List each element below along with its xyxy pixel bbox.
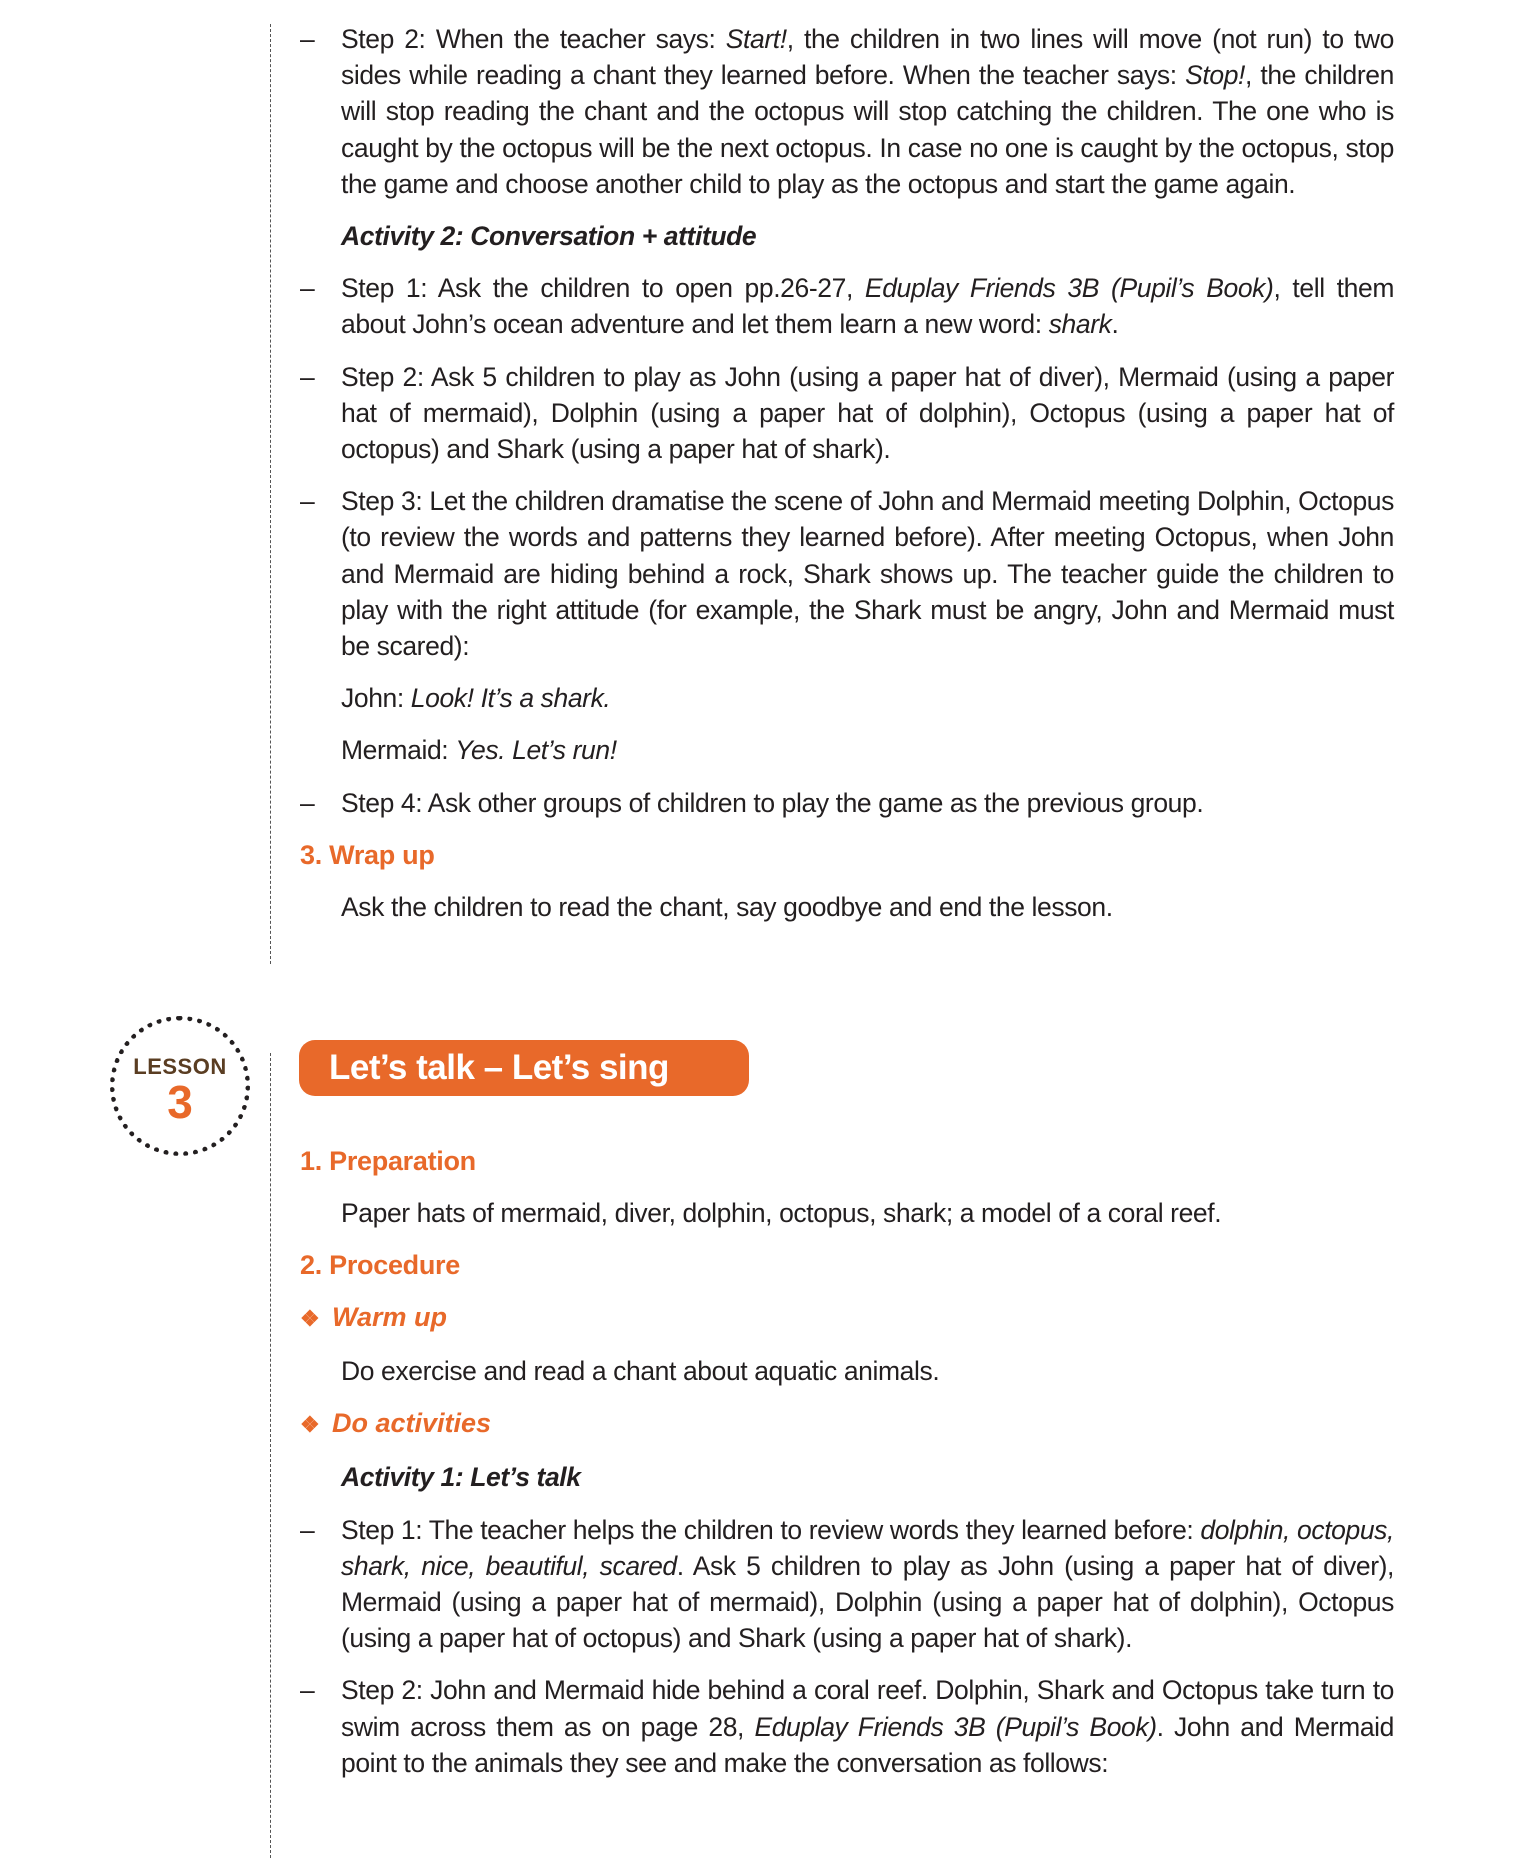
- italic-text: Yes. Let’s run!: [455, 735, 617, 766]
- diamond-bullet-icon: ❖: [300, 1306, 320, 1332]
- text: , the children will stop reading the chant and the octopus will stop catching the children. The one who is caught by the octopus will be the next octopus. In case no one is caught by the octopus, stop the game and choose another child to play as the octopus and start the game again.: [341, 60, 1394, 199]
- text: Warm up: [332, 1302, 448, 1333]
- italic-text: shark: [1048, 309, 1112, 340]
- lesson-number: 3: [167, 1076, 193, 1128]
- section-lesson-3: [300, 1143, 1394, 1797]
- section-heading: [300, 1247, 1394, 1283]
- step-item: [341, 483, 1394, 664]
- lesson-title: Let’s talk – Let’s sing: [299, 1040, 749, 1096]
- paragraph: [341, 889, 1394, 925]
- text: Paper hats of mermaid, diver, dolphin, octopus, shark; a model of a coral reef.: [341, 1198, 1222, 1228]
- subsection-heading: [300, 1405, 1394, 1443]
- text: . John and Mermaid point to the animals they see and make the conversation as follows:: [341, 1711, 1394, 1778]
- section-heading: [300, 1143, 1394, 1179]
- diamond-bullet-icon: ❖: [300, 1412, 320, 1438]
- lesson-label: LESSON: [133, 1054, 227, 1079]
- step-item: [341, 1512, 1394, 1657]
- text: , tell them about John’s ocean adventure and let them learn a new word:: [341, 273, 1394, 340]
- italic-text: Look! It’s a shark.: [410, 683, 611, 714]
- paragraph: [341, 680, 1394, 716]
- italic-text: Start!: [725, 24, 787, 54]
- margin-divider: [270, 1053, 271, 1858]
- text: Step 2: John and Mermaid hide behind a coral reef. Dolphin, Shark and Octopus take turn to swim across them as on page 28,: [341, 1675, 1394, 1742]
- italic-text: Eduplay Friends 3B (Pupil’s Book): [754, 1711, 1157, 1742]
- text: Do activities: [332, 1408, 492, 1439]
- step-item: [341, 21, 1394, 202]
- step-item: [341, 270, 1394, 342]
- text: Step 3: Let the children dramatise the scene of John and Mermaid meeting Dolphin, Octopus (to review the words and patterns they learned before). After meeting Octopus, when John and Mermaid are hiding behind a rock, Shark shows up. The teacher guide the children to play with the right attitude (for example, the Shark must be angry, John and Mermaid must be scared):: [341, 486, 1394, 662]
- text: John:: [341, 683, 411, 714]
- text: 2. Procedure: [300, 1250, 460, 1281]
- italic-text: dolphin, octopus, shark, nice, beautiful, scared: [341, 1514, 1394, 1581]
- text: .: [1111, 309, 1119, 340]
- paragraph: [341, 1353, 1394, 1389]
- activity-heading: [341, 218, 1394, 254]
- text: Step 1: Ask the children to open pp.26-27,: [341, 273, 865, 304]
- text: Mermaid:: [341, 735, 456, 766]
- text: Do exercise and read a chant about aquatic animals.: [341, 1356, 940, 1387]
- text: Ask the children to read the chant, say goodbye and end the lesson.: [341, 891, 1113, 922]
- text: Step 2: When the teacher says:: [341, 24, 726, 54]
- step-item: [341, 785, 1394, 821]
- margin-divider: [270, 24, 271, 964]
- lesson-badge: [110, 1016, 250, 1156]
- subsection-heading: [300, 1299, 1394, 1337]
- italic-text: Stop!: [1185, 60, 1246, 91]
- text: . Ask 5 children to play as John (using a paper hat of diver), Mermaid (using a paper hat of mermaid), Dolphin (using a paper hat of dolphin), Octopus (using a paper hat of octopus) and Shark (using a paper hat of shark).: [341, 1550, 1395, 1654]
- section-activity-2: [300, 21, 1394, 941]
- step-item: [341, 1672, 1394, 1781]
- text: , the children in two lines will move (not run) to two sides while reading a chant they learned before. When the teacher says:: [341, 24, 1395, 91]
- activity-heading: [341, 1459, 1394, 1495]
- section-heading: [300, 837, 1394, 873]
- text: Activity 1: Let’s talk: [341, 1462, 581, 1493]
- text: 3. Wrap up: [300, 839, 435, 870]
- text: Step 4: Ask other groups of children to play the game as the previous group.: [341, 787, 1204, 818]
- text: 1. Preparation: [300, 1146, 476, 1176]
- text: Step 1: The teacher helps the children to review words they learned before:: [341, 1514, 1201, 1545]
- step-item: [341, 359, 1394, 468]
- text: Activity 2: Conversation + attitude: [341, 221, 757, 252]
- paragraph: [341, 1195, 1394, 1231]
- italic-text: Eduplay Friends 3B (Pupil’s Book): [864, 273, 1274, 304]
- text: Step 2: Ask 5 children to play as John (using a paper hat of diver), Mermaid (using a paper hat of mermaid), Dolphin (using a paper hat of dolphin), Octopus (using a paper hat of octopus) and Shark (using a paper hat of shark).: [341, 361, 1394, 465]
- paragraph: [341, 732, 1394, 768]
